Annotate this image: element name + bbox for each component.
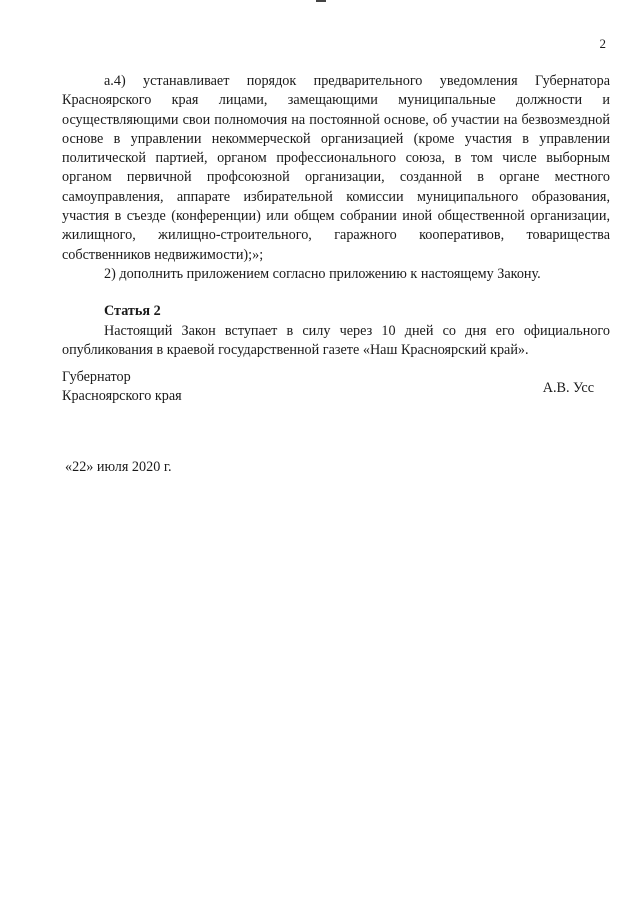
paragraph-item-2: 2) дополнить приложением согласно приложению к настоящему Закону. [104,265,541,282]
page-top-mark [316,0,326,2]
signature-block [62,368,610,406]
signatory-name: А.В. Усс [542,380,594,396]
document-body [62,72,610,360]
signature-title-line2: Красноярского края [62,388,182,404]
article-2-text: Настоящий Закон вступает в силу через 10 дней со дня его официального опубликования в краевой государственной газете «Наш Красноярский край». [62,322,610,358]
signature-title-line1: Губернатор [62,369,131,385]
paragraph-a4: а.4) устанавливает порядок предварительного уведомления Губернатора Красноярского края лицами, замещающими муниципальные должности и осуществляющими свои полномочия на постоянной основе, об участии на безвозмездной основе в управлении некоммерческой организацией (кроме участия в управлении политической партией, органом профессионального союза, в том числе выборным органом первичной профсоюзной организации, созданной в органе местного самоуправления, аппарате избирательной комиссии муниципального образования, участия в съезде (конференции) или общем собрании иной общественной организации, жилищного, жилищно-строительного, гаражного кооперативов, товарищества собственников недвижимости);»; [62,73,610,263]
document-date: «22» июля 2020 г. [65,459,172,475]
page-number: 2 [599,36,606,51]
article-2-heading: Статья 2 [104,303,161,320]
